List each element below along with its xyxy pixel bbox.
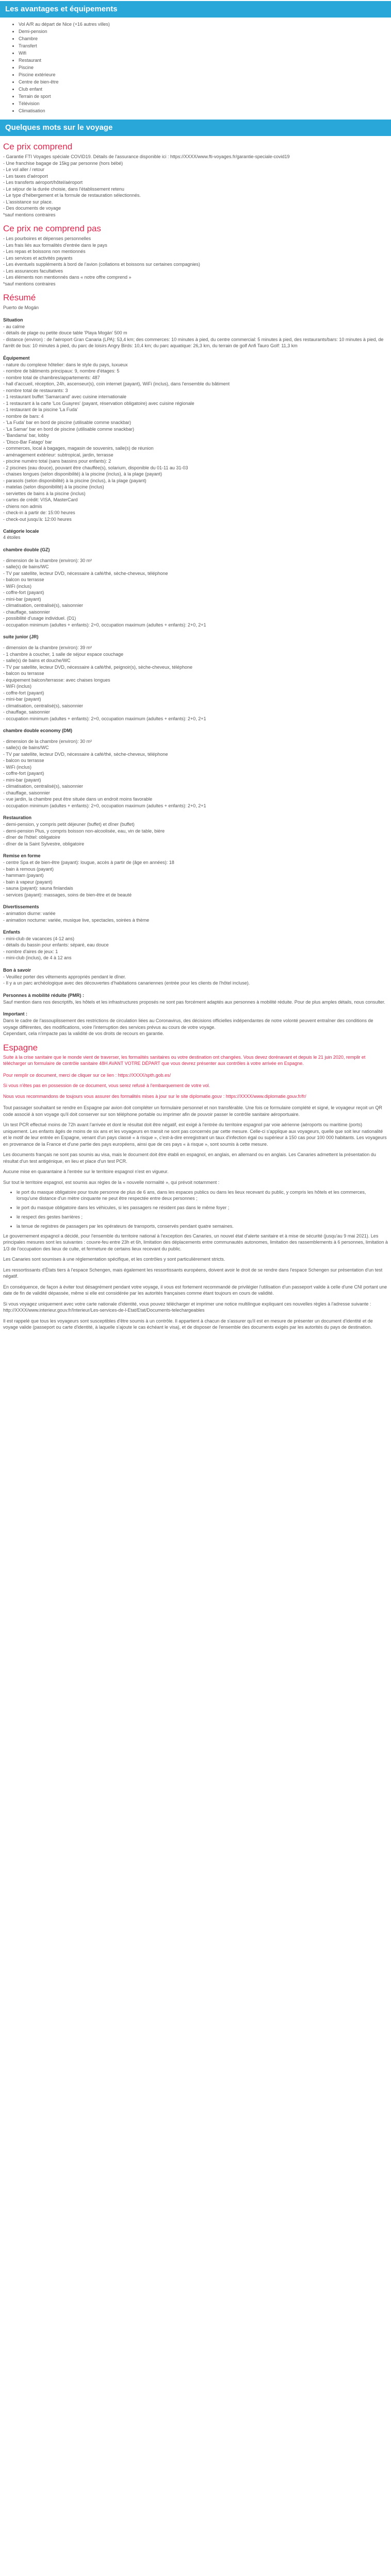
text-line: Les Canaries sont soumises à une réglementation spécifique, et les contrôles y sont particulièrement stricts. xyxy=(3,1257,225,1262)
amenity-item: • Wifi xyxy=(19,49,391,57)
espagne-bullet-item: • le port du masque obligatoire dans les véhicules, si les passagers ne résident pas dans le même foyer ; xyxy=(17,1205,388,1211)
text-line: - aménagement extérieur: subtropical, jardin, terrasse xyxy=(3,452,113,457)
text-line: - nature du complexe hôtelier: dans le style du pays, luxueux xyxy=(3,362,128,367)
important-title: Important : xyxy=(3,1011,27,1017)
text-line: - Garantie FTI Voyages spéciale COVID19. Détails de l'assurance disponible ici : https://XXXX/www.fti-voyages.fr/garantie-speciale-covid19 xyxy=(3,154,290,160)
espagne-bullet-item: • le port du masque obligatoire pour toute personne de plus de 6 ans, dans les espaces publics ou dans les lieux recevant du public, y compris les hôtels et les commerces, lorsqu'une distance d'un mètre cinquante ne peut être respectée entre deux personnes ; xyxy=(17,1190,388,1202)
text-line: - équipement balcon/terrasse: avec chaises longues xyxy=(3,677,110,683)
text-line: - WiFi (inclus) xyxy=(3,583,31,589)
voyage-content xyxy=(0,141,391,1331)
text-line: - L'assistance sur place. xyxy=(3,199,53,205)
text-line: - serviettes de bains à la piscine (inclus) xyxy=(3,490,86,496)
espagne-bullets xyxy=(3,1190,388,1229)
text-line: - TV par satellite, lecteur DVD, nécessaire à café/thé, sèche-cheveux, téléphone xyxy=(3,570,168,576)
room2-title: suite junior (JR) xyxy=(3,634,39,640)
text-line: - WiFi (inclus) xyxy=(3,684,31,689)
text-line: - centre Spa et de bien-être (payant): lougue, accès à partir de (âge en années): 18 xyxy=(3,860,174,866)
text-line: - check-in à partir de: 15:00 heures xyxy=(3,510,75,516)
text-line: - animation nocturne: variée, musique live, spectacles, soirées à thème xyxy=(3,917,150,923)
voyage-banner: Quelques mots sur le voyage xyxy=(0,120,391,136)
enfants-title: Enfants xyxy=(3,929,21,935)
resume-location: Puerto de Mogán xyxy=(3,304,39,310)
text-line: - nombre d'aires de jeux: 1 xyxy=(3,948,58,954)
text-line: - hammam (payant) xyxy=(3,873,44,878)
text-line: - nombre de bars: 4 xyxy=(3,413,44,419)
resto-list xyxy=(3,821,388,847)
amenity-item: • Télévision xyxy=(19,100,391,107)
text-line: Sauf mention dans nos descriptifs, les hôtels et les infrastructures proposés ne sont pas forcément adaptés aux personnes à mobilité réduite. Pour de plus amples détails, nous consulter. xyxy=(3,999,385,1005)
resto-title: Restauration xyxy=(3,815,32,821)
text-line: - balcon ou terrasse xyxy=(3,671,44,676)
text-line: - 1 restaurant à la carte 'Los Guayres' (payant, réservation obligatoire) avec cuisine régionale xyxy=(3,400,194,406)
amenity-item: • Restaurant xyxy=(19,57,391,64)
text-line: - coffre-fort (payant) xyxy=(3,771,44,776)
espagne-bullet-item: • la tenue de registres de passagers par les opérateurs de transports, conservés pendant quatre semaines. xyxy=(17,1224,388,1230)
text-line: Cependant, cela n'impacte pas la validité de vos droits de recours en garantie. xyxy=(3,1031,164,1037)
equipement-title: Équipement xyxy=(3,355,30,361)
text-line: - chauffage, saisonnier xyxy=(3,609,50,615)
text-line: - au calme xyxy=(3,324,25,329)
text-line: Le gouvernement espagnol a décidé, pour l'ensemble du territoire national à l'exception des Canaries, un nouvel état d'alerte sanitaire et à mise de sécurité (jusqu'au 9 mai 2021). Les principales mesures sont les suivantes : couvre-feu entre 23h et 6h, limitation des déplacements entre communautés autonomes, limitation des rassemblements à 6 personnes, limitation à 1/3 de l'occupation des lieux de culte, et fermeture de certains lieux recevant du public. xyxy=(3,1233,388,1251)
text-line: - possibilité d'usage individuel. (D1) xyxy=(3,616,76,621)
espagne-outro xyxy=(3,1233,388,1331)
text-line: - climatisation, centralisé(s), saisonnier xyxy=(3,603,84,608)
text-line: - Les assurances facultatives xyxy=(3,268,63,274)
text-line: - Le séjour de la durée choisie, dans l'établissement retenu xyxy=(3,186,124,192)
text-line: - demi-pension Plus, y compris boisson non-alcoolisée, eau, vin de table, bière xyxy=(3,828,165,834)
text-line: - mini-bar (payant) xyxy=(3,596,41,602)
amenity-item: • Piscine extérieure xyxy=(19,71,391,78)
text-line: - Les services et activités payants xyxy=(3,255,73,261)
prix-non-compris-title: Ce prix ne comprend pas xyxy=(3,224,101,234)
prix-non-compris-list xyxy=(3,235,388,287)
text-line: - 1 chambre à coucher, 1 salle de séjour espace couchage xyxy=(3,651,124,657)
text-line: Si vous n'êtes pas en possession de ce document, vous serez refusé à l'embarquement de votre vol. xyxy=(3,1083,210,1089)
amenity-item: • Vol A/R au départ de Nice (+16 autres villes) xyxy=(19,21,391,28)
text-line: - climatisation, centralisé(s), saisonnier xyxy=(3,784,84,789)
text-line: - balcon ou terrasse xyxy=(3,577,44,583)
text-line: - TV par satellite, lecteur DVD, nécessaire à café/thé, peignoir(s), sèche-cheveux, téléphone xyxy=(3,664,193,670)
prix-compris-list xyxy=(3,154,388,218)
text-line: - salle(s) de bains/WC xyxy=(3,564,49,570)
text-line: - Une franchise bagage de 15kg par personne (hors bébé) xyxy=(3,160,123,166)
text-line: En conséquence, de façon à éviter tout désagrément pendant votre voyage, il vous est fortement recommandé de privilégier l'utilisation d'un passeport valide à celle d'une CNI portant une date de fin de validité dépassée, même si elle est considérée par les autorités françaises comme étant toujours en cours de validité. xyxy=(3,1284,387,1296)
categorie-title: Catégorie locale xyxy=(3,529,39,534)
text-line: - Les frais liés aux formalités d'entrée dans le pays xyxy=(3,242,107,248)
text-line: - animation diurne: variée xyxy=(3,911,56,917)
text-line: Un test PCR effectué moins de 72h avant l'arrivée et dont le résultat doit être négatif, est exigé à l'entrée du territoire espagnol par voie aérienne (aéroports ou maritime (ports) uniquement. Les enfants âgés de moins de six ans et les voyageurs en transit ne sont pas concernés par cette mesure. Celle-ci s'applique aux voyageurs, quelle que soit leur nationalité et le motif de leur entrée en Espagne, venant d'un pays classé « à risque », c'est-à-dire enregistrant un taux d'infection égal ou supérieur à 150 cas pour 100 000 habitants. Les voyageurs en provenance de la France et d'une partie des pays européens, ainsi que de ces pays « à risque », sont soumis à cette mesure. xyxy=(3,1122,387,1147)
room3-list xyxy=(3,738,388,809)
text-line: - piscine numéro total (sans bassins pour enfants): 2 xyxy=(3,459,111,464)
text-line: Nous vous recommandons de toujours vous assurer des formalités mises à jour sur le site diplomatie.gouv : https://XXXX/www.diplomatie.gouv.fr/fr/ xyxy=(3,1093,306,1099)
text-line: - Le type d'hébergement et la formule de restauration sélectionnés. xyxy=(3,193,141,198)
resume-title: Résumé xyxy=(3,293,36,303)
text-line: - 'La Samar' bar en bord de piscine (utilisable comme snackbar) xyxy=(3,426,135,432)
pmr-title: Personnes à mobilité réduite (PMR) : xyxy=(3,992,85,998)
text-line: - mini-bar (payant) xyxy=(3,697,41,702)
text-line: - hall d'accueil, réception, 24h, ascenseur(s), coin internet (payant), WiFi (inclus), dans l'ensemble du bâtiment xyxy=(3,381,230,387)
text-line: - vue jardin, la chambre peut être située dans un endroit moins favorable xyxy=(3,796,153,802)
amenities-banner: Les avantages et équipements xyxy=(0,1,391,18)
text-line: - nombre total de chambres/appartements: 487 xyxy=(3,375,100,380)
text-line: - détails du bassin pour enfants: séparé, eau douce xyxy=(3,942,109,948)
text-line: Tout passager souhaitant se rendre en Espagne par avion doit compléter un formulaire personnel et non transférable. Une fois ce formulaire complété et signé, le voyageur reçoit un QR code associé à son voyage qu'il doit conserver sur son téléphone portable ou imprimer afin de pouvoir passer le contrôle sanitaire aéroportuaire. xyxy=(3,1105,382,1117)
situation-title: Situation xyxy=(3,317,23,323)
room3-title: chambre double economy (DM) xyxy=(3,728,73,734)
text-line: - nombre de bâtiments principaux: 9, nombre d'étages: 5 xyxy=(3,368,120,374)
text-line: - Des documents de voyage xyxy=(3,206,61,211)
text-line: - WiFi (inclus) xyxy=(3,764,31,770)
text-line: - dîner de l'hôtel: obligatoire xyxy=(3,835,60,840)
text-line: - dimension de la chambre (environ): 30 m² xyxy=(3,738,92,744)
text-line: - climatisation, centralisé(s), saisonnier xyxy=(3,703,84,708)
text-line: - Il y a un parc archéologique avec des découvertes d'habitations canariennes (entrée pour les clients de l'hôtel incluse). xyxy=(3,980,250,986)
text-line: - coffre-fort (payant) xyxy=(3,690,44,696)
text-line: Dans le cadre de l'assouplissement des restrictions de circulation liées au Coronavirus, des décisions officielles indépendantes de notre volonté peuvent entraîner des conditions de voyage différentes, des modifications, voire l'interruption des services prévus au cours de votre voyage. xyxy=(3,1018,373,1030)
text-line: Si vous voyagez uniquement avec votre carte nationale d'identité, vous pouvez télécharger et imprimer une notice multilingue expliquant ces nouvelles règles à l'adresse suivante : http://XXXX/www.interieur.gouv.fr/Interieur/Les-services-de-l-Etat/Etat/Documents-telechargeables xyxy=(3,1301,371,1313)
text-line: - distance (environ) : de l'aéroport Gran Canaria (LPA): 53,4 km; des commerces: 10 minutes à pied, du centre commercial: 5 minutes à pied, des restaurants/bars: 10 minutes à pied, de l'arrêt de bus: 10 minutes à pied, du parc de loisirs Angry Birds: 10,4 km; du parc aquatique: 26,3 km, du terrain de golf Anfi Tauro Golf: 11,3 km xyxy=(3,336,384,349)
text-line: - Veuillez porter des vêtements appropriés pendant le dîner. xyxy=(3,974,126,979)
text-line: Sur tout le territoire espagnol, est soumis aux règles de la « nouvelle normalité », qui prévoit notamment : xyxy=(3,1179,220,1185)
espagne-title: Espagne xyxy=(3,1042,38,1053)
text-line: - Les taxes d'aéroport xyxy=(3,173,48,179)
text-line: - matelas (selon disponibilité) à la piscine (inclus) xyxy=(3,484,104,490)
text-line: - parasols (selon disponibilité) à la piscine (inclus), à la plage (payant) xyxy=(3,478,146,483)
text-line: - chauffage, saisonnier xyxy=(3,709,50,715)
text-line: - mini-club (inclus), de 4 à 12 ans xyxy=(3,955,72,961)
divert-title: Divertissements xyxy=(3,904,39,910)
amenity-item: • Centre de bien-être xyxy=(19,78,391,86)
text-line: - 1 restaurant de la piscine 'La Fuda' xyxy=(3,407,78,413)
loisirs-title: Remise en forme xyxy=(3,853,41,859)
amenity-item: • Transfert xyxy=(19,42,391,49)
amenity-item: • Club enfant xyxy=(19,86,391,93)
text-line: - 'Bandama' bar, lobby xyxy=(3,433,49,438)
text-line: - dimension de la chambre (environ): 30 m² xyxy=(3,557,92,563)
text-line: - balcon ou terrasse xyxy=(3,758,44,764)
text-line: - détails de plage ou petite douce table 'Playa Mogán' 500 m xyxy=(3,330,127,336)
equipement-list xyxy=(3,362,388,523)
espagne-bullet-item: • le respect des gestes barrières ; xyxy=(17,1214,388,1221)
room1-list xyxy=(3,557,388,629)
text-line: - mini-bar (payant) xyxy=(3,777,41,783)
text-line: Les ressortissants d'États tiers à l'espace Schengen, mais également les ressortissants européens, doivent avoir le droit de se rendre dans l'espace Schengen sur présentation d'un test négatif. xyxy=(3,1267,383,1279)
espagne-formalities xyxy=(3,1105,388,1185)
amenity-item: • Climatisation xyxy=(19,107,391,114)
text-line: - nombre total de restaurants: 3 xyxy=(3,387,68,393)
amenity-item: • Demi-pension xyxy=(19,28,391,35)
pmr-list xyxy=(3,999,388,1006)
text-line: - occupation minimum (adultes + enfants): 2+0, occupation maximum (adultes + enfants): 2+0, 2+1 xyxy=(3,622,206,628)
text-line: - dîner de la Saint Sylvestre, obligatoire xyxy=(3,841,85,846)
text-line: - bain à vapeur (payant) xyxy=(3,879,53,885)
text-line: - occupation minimum (adultes + enfants): 2+0, occupation maximum (adultes + enfants): 2+0, 2+1 xyxy=(3,803,206,808)
text-line: - Les pourboires et dépenses personnelles xyxy=(3,236,91,242)
text-line: - salle(s) de bains et douche/WC xyxy=(3,658,71,664)
room2-list xyxy=(3,645,388,722)
text-line: - sauna (payant): sauna finlandais xyxy=(3,886,73,891)
espagne-red-lines xyxy=(3,1072,388,1100)
prix-compris-title: Ce prix comprend xyxy=(3,141,73,151)
text-line: - salle(s) de bains/WC xyxy=(3,745,49,751)
text-line: - cartes de crédit: VISA, MasterCard xyxy=(3,497,78,503)
amenity-item: • Piscine xyxy=(19,64,391,71)
text-line: - Le vol aller / retour xyxy=(3,167,45,173)
text-line: - 'Disco-Bar Fatago' bar xyxy=(3,439,52,445)
categorie-value: 4 étoiles xyxy=(3,534,21,540)
text-line: *sauf mentions contraires xyxy=(3,281,56,286)
text-line: - check-out jusqu'à: 12:00 heures xyxy=(3,516,72,522)
amenities-list xyxy=(0,21,391,114)
text-line: - demi-pension, y compris petit déjeuner (buffet) et dîner (buffet) xyxy=(3,822,135,827)
text-line: - chaises longues (selon disponibilité) à la piscine (inclus), à la plage (payant) xyxy=(3,471,162,477)
text-line: - 'La Fuda' bar en bord de piscine (utilisable comme snackbar) xyxy=(3,420,132,426)
text-line: - dimension de la chambre (environ): 39 m² xyxy=(3,645,92,651)
divert-list xyxy=(3,910,388,923)
text-line: - commerces, local à bagages, magasin de souvenirs, salle(s) de réunion xyxy=(3,446,154,451)
text-line: - 2 piscines (eau douce), pouvant être chauffée(s), solarium, disponible du 01-11 au 31-03 xyxy=(3,465,188,470)
text-line: - Les repas et boissons non mentionnés xyxy=(3,249,86,255)
text-line: - Les transferts aéroport/hôtel/aéroport xyxy=(3,180,83,185)
page xyxy=(0,1,391,1341)
text-line: - services (payant): massages, soins de bien-être et de beauté xyxy=(3,892,132,897)
text-line: - Les éléments non mentionnés dans « notre offre comprend » xyxy=(3,275,132,280)
text-line: - TV par satellite, lecteur DVD, nécessaire à café/thé, sèche-cheveux, téléphone xyxy=(3,751,168,757)
espagne-intro: Suite à la crise sanitaire que le monde vient de traverser, les formalités sanitaires ou votre destination ont changées. Vous devez dorénavant et depuis le 21 juin 2020, remplir et télécharger un formulaire de contrôle sanitaire 48H AVANT VOTRE DÉPART que vous devrez présenter aux contrôles à votre arrivée en Espagne. xyxy=(3,1054,366,1066)
amenity-item: • Terrain de sport xyxy=(19,93,391,100)
text-line: - chiens non admis xyxy=(3,503,42,509)
text-line: Pour remplir ce document, merci de cliquer sur ce lien : https://XXXX/spth.gob.es/ xyxy=(3,1072,171,1078)
text-line: - occupation minimum (adultes + enfants): 2+0, occupation maximum (adultes + enfants): 2+0, 2+1 xyxy=(3,716,206,721)
text-line: - bain à remous (payant) xyxy=(3,866,54,872)
bon-title: Bon à savoir xyxy=(3,967,31,973)
text-line: - mini-club de vacances (4-12 ans) xyxy=(3,936,75,941)
text-line: Aucune mise en quarantaine à l'entrée sur le territoire espagnol n'est en vigueur. xyxy=(3,1169,169,1175)
loisirs-list xyxy=(3,859,388,898)
text-line: - Les éventuels suppléments à bord de l'avion (collations et boissons sur certaines compagnies) xyxy=(3,262,200,267)
text-line: - 1 restaurant buffet 'Samarcand' avec cuisine internationale xyxy=(3,394,126,400)
text-line: - chauffage, saisonnier xyxy=(3,790,50,795)
room1-title: chambre double (GZ) xyxy=(3,547,50,552)
text-line: Il est rappelé que tous les voyageurs sont susceptibles d'être soumis à un contrôle. Il appartient à chacun de s'assurer qu'il est en mesure de présenter un document d'identité et de voyage valide (passeport ou carte d'identité, à laquelle s'ajoute le cas échéant le visa), et de disposer de l'ensemble des documents exigés par les autorités du pays de destination. xyxy=(3,1318,373,1330)
enfants-list xyxy=(3,936,388,961)
important-list xyxy=(3,1018,388,1037)
amenity-item: • Chambre xyxy=(19,35,391,42)
bon-list xyxy=(3,974,388,987)
text-line: Les documents français ne sont pas soumis au visa, mais le document doit être établi en espagnol, en anglais, en allemand ou en anglais. Les Canaries admettent la présentation du résultat d'un test antigénique, en lieu et place d'un test PCR. xyxy=(3,1152,376,1164)
situation-list xyxy=(3,324,388,349)
text-line: - coffre-fort (payant) xyxy=(3,590,44,596)
text-line: *sauf mentions contraires xyxy=(3,212,56,217)
